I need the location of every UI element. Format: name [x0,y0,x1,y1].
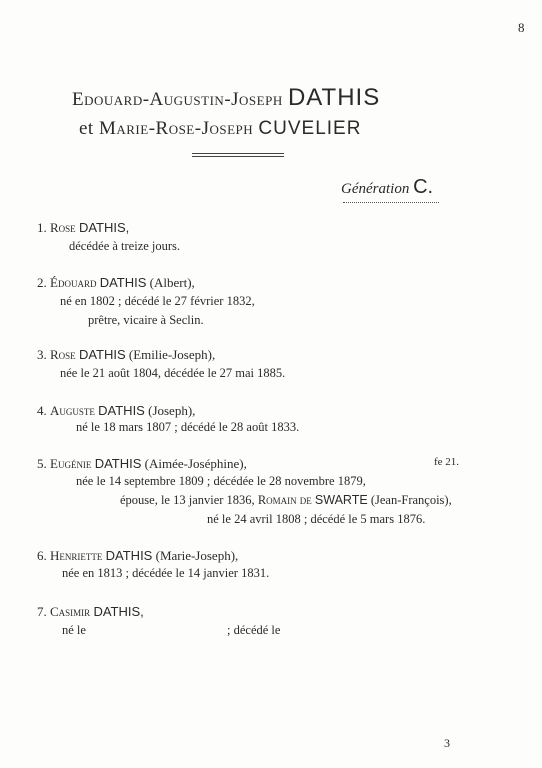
entry-given-name: Eugénie [50,456,92,471]
entry-5-heading [37,456,247,472]
entry-4-heading [37,403,195,419]
heading-line-1 [72,84,380,112]
entry-surname: DATHIS [98,403,145,418]
entry-6-line-1: née en 1813 ; décédée le 14 janvier 1831. [62,566,270,580]
spouse-prefix: épouse, le 13 janvier 1836, [120,493,255,507]
entry-given-name: Édouard [50,275,97,290]
entry-2-line-1: né en 1802 ; décédé le 27 février 1832, [60,294,255,308]
spouse-extra-names: (Jean-François), [370,493,452,507]
heading-surname-1: DATHIS [287,84,381,111]
entry-1-heading [37,220,129,236]
entry-number: 5. [37,456,47,471]
entry-7-death-field: ; décédé le [227,623,281,637]
entry-given-name: Rose [50,220,76,235]
heading-surname-2: CUVELIER [258,118,362,139]
heading-line-2 [79,118,361,140]
entry-given-name: Auguste [50,403,95,418]
entry-number: 4. [37,403,47,418]
generation-letter: C. [413,176,434,198]
page-number-bottom: 3 [444,736,450,750]
entry-given-name: Casimir [50,604,91,619]
entry-extra-names: (Aimée-Joséphine), [144,456,247,471]
entry-surname: DATHIS [105,548,153,563]
entry-extra-names: (Albert), [149,275,195,290]
entry-6-heading [37,548,238,564]
generation-rule [343,202,439,203]
entry-7-birth-field: né le [62,623,86,637]
entry-3-heading [37,347,215,363]
entry-surname: DATHIS, [93,604,144,619]
entry-surname: DATHIS [94,456,142,471]
entry-given-name: Henriette [50,548,103,563]
entry-extra-names: (Joseph), [148,403,196,418]
generation-heading [341,176,433,199]
heading-rule [192,153,284,157]
entry-number: 7. [37,604,47,619]
entry-1-line-1: décédée à treize jours. [69,239,181,253]
entry-surname: DATHIS [78,347,126,362]
spouse-given-name: Romain de [257,493,312,507]
entry-extra-names: (Emilie-Joseph), [128,347,216,362]
entry-5-line-2: né le 24 avril 1808 ; décédé le 5 mars 1876. [207,512,426,526]
heading-conjunction: et [79,118,94,139]
entry-7-heading [37,604,144,620]
entry-4-line-1: né le 18 mars 1807 ; décédé le 28 août 1833. [76,420,300,434]
entry-surname: DATHIS, [78,220,130,235]
spouse-surname: SWARTE [314,493,368,507]
heading-given-names-1: Edouard-Augustin-Joseph [72,89,283,110]
entry-number: 6. [37,548,47,563]
entry-number: 1. [37,220,47,235]
entry-5-line-1: née le 14 septembre 1809 ; décédée le 28 novembre 1879, [76,474,366,488]
entry-given-name: Rose [50,347,76,362]
entry-extra-names: (Marie-Joseph), [155,548,239,563]
generation-label: Génération [341,181,410,197]
entry-5-margin-note: fe 21. [434,456,460,468]
entry-5-spouse-line [120,493,452,508]
heading-given-names-2: Marie-Rose-Joseph [98,118,254,139]
entry-2-heading [37,275,195,291]
page-number-top: 8 [518,20,525,35]
entry-number: 2. [37,275,47,290]
entry-3-line-1: née le 21 août 1804, décédée le 27 mai 1885. [60,366,286,380]
entry-surname: DATHIS [99,275,147,290]
entry-number: 3. [37,347,47,362]
entry-2-line-2: prêtre, vicaire à Seclin. [88,313,204,327]
